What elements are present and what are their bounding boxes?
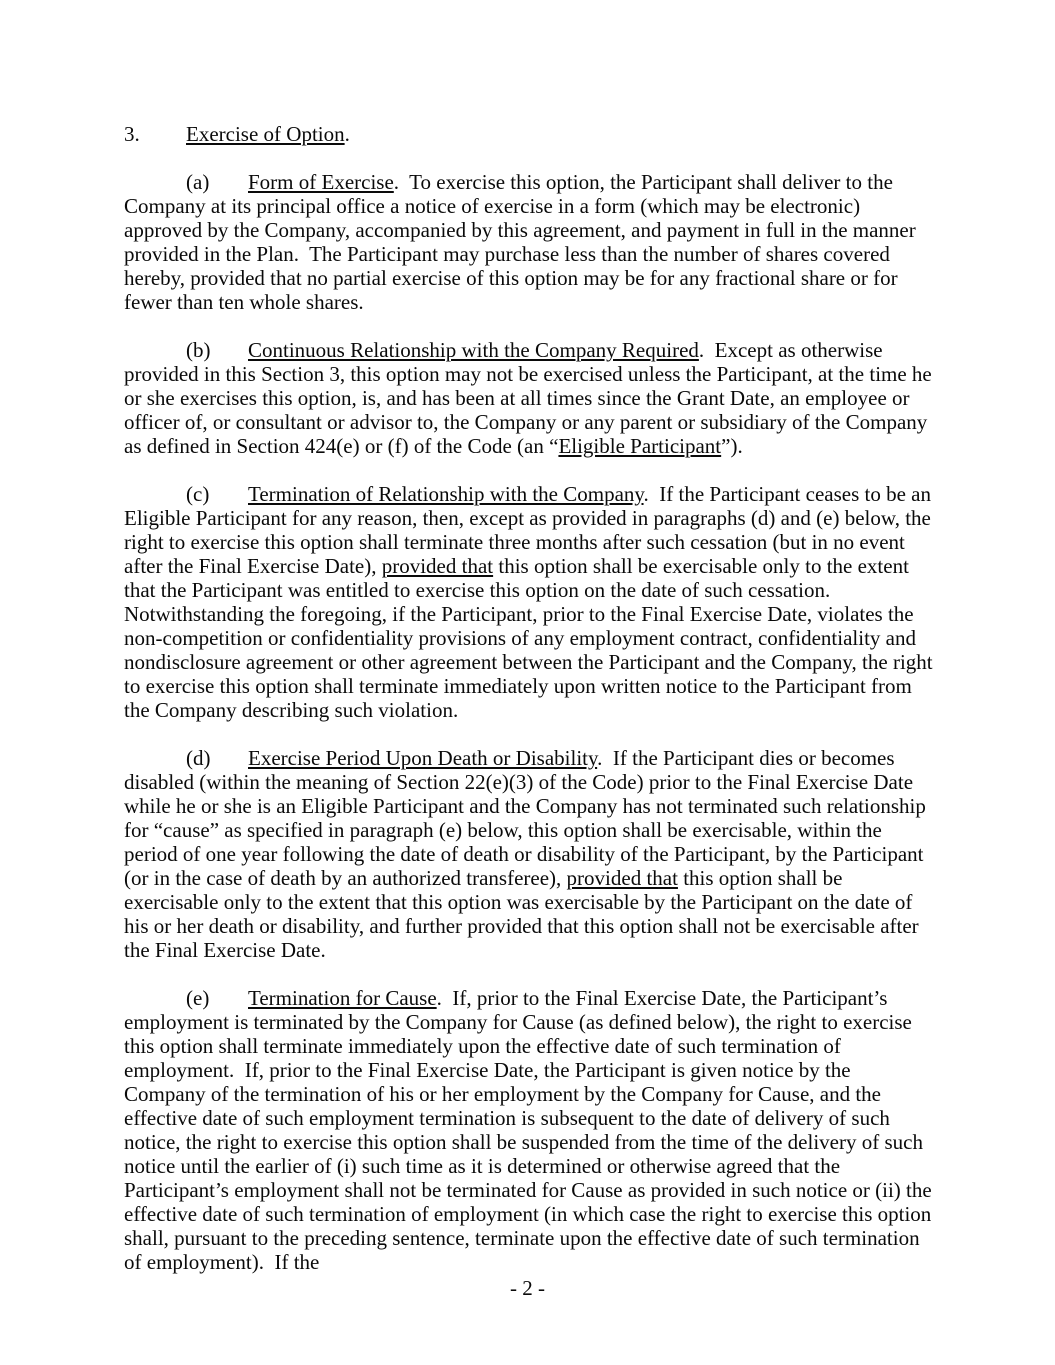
underlined-text: Form of Exercise [248,170,394,194]
underlined-text: Termination for Cause [248,986,437,1010]
body-text: . If the Participant ceases to be an Eligible Participant for any reason, then, except as provided in paragraphs (d) and (e) below, the right to exercise this option shall terminate three months after such cessation (but in no event after the Final Exercise Date), [124,482,937,578]
body-text: this option shall be exercisable only to the extent that the Participant was entitled to exercise this option on the date of such cessation. Notwithstanding the foregoing, if the Participant, prior to the Final Exercise Date, violates the non-competition or confidentiality provisions of any employment contract, confidentiality and nondisclosure agreement or other agreement between the Participant and the Company, the right to exercise this option shall terminate immediately upon written notice to the Participant from the Company describing such violation. [124,554,938,722]
body-text: . To exercise this option, the Participant shall deliver to the Company at its principal office a notice of exercise in a form (which may be electronic) approved by the Company, accompanied by this agreement, and payment in full in the manner provided in the Plan. The Participant may purchase less than the number of shares covered hereby, provided that no partial exercise of this option may be for any fractional share or for fewer than ten whole shares. [124,170,921,314]
paragraph-label: 3. [124,122,140,146]
body-text: this option shall be exercisable only to the extent that this option was exercisable by the Participant on the date of his or her death or disability, and further provided that this option shall not be exercisable after the Final Exercise Date. [124,866,924,962]
paragraph-e-termination-for-cause [124,986,936,1274]
body-text: . [344,122,350,146]
section-heading [124,122,936,146]
body-text: . Except as otherwise provided in this Section 3, this option may not be exercised unless the Participant, at the time he or she exercises this option, is, and has been at all times since the Grant Date, an employee or officer of, or consultant or advisor to, the Company or any parent or subsidiary of the Company as defined in Section 424(e) or (f) of the Code (an “ [124,338,938,458]
paragraph-label: (d) [186,746,211,770]
paragraph-label: (b) [186,338,211,362]
underlined-text: Eligible Participant [558,434,722,458]
paragraph-label: (c) [186,482,210,506]
body-text: . If, prior to the Final Exercise Date, the Participant’s employment is terminated by the Company for Cause (as defined below), the right to exercise this option shall terminate immediately upon the effective date of such termination of employment. If, prior to the Final Exercise Date, the Participant is given notice by the Company of the termination of his or her employment by the Company for Cause, and the effective date of such employment termination is subsequent to the date of delivery of such notice, the right to exercise this option shall be suspended from the time of the delivery of such notice until the earlier of (i) such time as it is determined or otherwise agreed that the Participant’s employment shall not be terminated for Cause as provided in such notice or (ii) the effective date of such termination of employment (in which case the right to exercise this option shall, pursuant to the preceding sentence, terminate upon the effective date of such termination of employment). If the [124,986,937,1274]
page-number: - 2 - [510,1276,545,1300]
underlined-text: Continuous Relationship with the Company Required [248,338,699,362]
body-text: ”). [721,434,743,458]
body-text: . If the Participant dies or becomes disabled (within the meaning of Section 22(e)(3) of the Code) prior to the Final Exercise Date while he or she is an Eligible Participant and the Company has not terminated such relationship for “cause” as specified in paragraph (e) below, this option shall be exercisable, within the period of one year following the date of death or disability of the Participant, by the Participant (or in the case of death by an authorized transferee), [124,746,932,890]
paragraph-label: (a) [186,170,210,194]
paragraph-c-termination-of-relationship [124,482,936,722]
paragraph-label: (e) [186,986,210,1010]
paragraph-d-death-or-disability [124,746,936,962]
underlined-text: Exercise Period Upon Death or Disability [248,746,598,770]
paragraph-b-continuous-relationship [124,338,936,458]
paragraph-a-form-of-exercise [124,170,936,314]
underlined-text: provided that [566,866,678,890]
underlined-text: Termination of Relationship with the Company [248,482,644,506]
underlined-text: provided that [381,554,494,578]
underlined-text: Exercise of Option [186,122,345,146]
document-body [124,122,936,1298]
